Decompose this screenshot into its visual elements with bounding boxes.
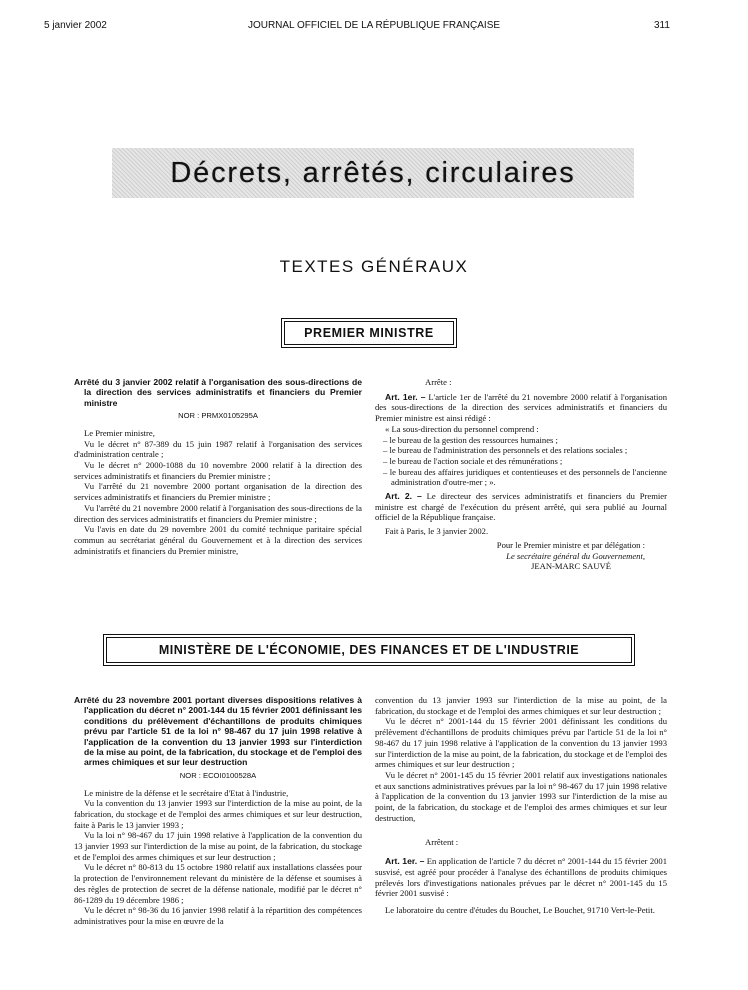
decree1-delegation: Pour le Premier ministre et par délégation : [496,539,645,550]
decree2-visa: Vu le décret n° 2001-144 du 15 février 2001 définissant les conditions du prélèvement d'échantillons de produits chimiques prévu par l'article 51 de la loi n° 98-467 du 17 juin 1998 relative à l'application de la convention du 13 janvier 1993 sur l'interdiction de la mise au point, de la fabrication, du stockage et de l'emploi des armes chimiques et sur leur destruction ; [375,716,667,770]
decree2-visa: Vu le décret n° 80-813 du 15 octobre 1980 relatif aux installations classées pour la protection de l'environnement relevant du ministère de la défense et soumises à des règles de protection de secret de la défense nationale, modifié par le décret n° 86-1289 du 19 décembre 1986 ; [74,862,362,905]
decree1-visa: Vu le décret n° 87-389 du 15 juin 1987 relatif à l'organisation des services d'administration centrale ; [74,438,362,460]
decree1-visa: Le Premier ministre, [84,427,155,438]
decree2-arretent: Arrêtent : [425,837,459,848]
decree2-visa: Vu le décret n° 98-36 du 16 janvier 1998 relatif à la répartition des compétences administratives pour la mise en œuvre de la [74,905,362,926]
decree2-visa-cont: convention du 13 janvier 1993 sur l'interdiction de la mise au point, de la fabrication, du stockage et de l'emploi des armes chimiques et sur leur destruction ; [375,695,667,716]
decree2-laboratory: Le laboratoire du centre d'études du Bouchet, Le Bouchet, 91710 Vert-le-Petit. [385,904,655,915]
decree1-bullet: – le bureau de l'action sociale et des rémunérations ; [383,455,563,466]
ministry-heading-economie [103,634,635,666]
decree2-left-column [74,695,362,927]
decree1-signatory: JEAN-MARC SAUVÉ [531,561,611,572]
decree1-visa: Vu l'arrêté du 21 novembre 2000 portant organisation de la direction des services administratifs et financiers du Premier ministre ; [74,481,362,503]
decree1-left-column [74,377,362,556]
decree2-nor: NOR : ECOI0100528A [179,770,257,780]
decree2-visa: Vu la loi n° 98-467 du 17 juin 1998 relative à l'application de la convention du 13 janvier 1993 sur l'interdiction de la mise au point, de la fabrication, du stockage et de l'emploi des armes chimiques et sur leur destruction ; [74,830,362,862]
decree1-art1-label: Art. 1er. – [385,391,426,402]
section-title: TEXTES GÉNÉRAUX [279,257,469,276]
decree1-fait: Fait à Paris, le 3 janvier 2002. [385,526,489,537]
ministry-heading-premier-ministre [281,318,457,348]
decree1-quote: « La sous-direction du personnel comprend : [385,423,539,434]
decree1-signatory-role: Le secrétaire général du Gouvernement, [506,550,645,561]
rubric-banner-text: Décrets, arrêtés, circulaires [170,156,576,189]
ministry-heading-text: PREMIER MINISTRE [304,326,434,340]
decree1-art2-text: Le directeur des services administratifs et financiers du Premier ministre est chargé de l'exécution du présent arrêté, qui sera publié au Journal officiel de la République française. [375,491,667,523]
header-publication: JOURNAL OFFICIEL DE LA RÉPUBLIQUE FRANÇAISE [247,20,501,31]
decree2-visa: Le ministre de la défense et le secrétaire d'Etat à l'industrie, [84,787,289,798]
decree1-visa: Vu le décret n° 2000-1088 du 10 novembre 2000 relatif à la direction des services administratifs et financiers du Premier ministre ; [74,460,362,481]
decree1-bullet: – le bureau de la gestion des ressources humaines ; [383,434,558,445]
decree1-visa: Vu l'avis en date du 29 novembre 2001 du comité technique paritaire spécial commun au secrétariat général du Gouvernement et à la direction des services administratifs et financiers du Premier ministre, [74,524,362,556]
decree1-visa: Vu l'arrêté du 21 novembre 2000 relatif à l'organisation des sous-directions de la direction des services administratifs et financiers du Premier ministre ; [74,502,362,524]
decree2-title: Arrêté du 23 novembre 2001 portant diverses dispositions relatives à l'application du décret n° 2001-144 du 15 février 2001 définissant les conditions du prélèvement d'échantillons de produits chimiques prévu par l'article 51 de la loi n° 98-467 du 17 juin 1998 relative à l'application de la convention du 13 janvier 1993 sur l'interdiction de la mise au point, de la fabrication, du stockage et de l'emploi des armes chimiques et sur leur destruction [74,695,362,768]
decree2-right-column [375,695,667,916]
decree1-bullet: – le bureau des affaires juridiques et contentieuses et des personnels de l'ancienne administration d'outre-mer ; ». [383,466,667,488]
rubric-banner [112,148,634,198]
decree1-bullet: – le bureau de l'administration des personnels et des relations sociales ; [383,445,628,456]
decree1-arrete: Arrête : [425,377,452,387]
header-page-number: 311 [654,20,670,31]
decree1-nor: NOR : PRMX0105295A [178,411,258,421]
decree2-art1-label: Art. 1er. – [385,856,425,867]
header-date: 5 janvier 2002 [44,20,107,31]
decree2-visa: Vu la convention du 13 janvier 1993 sur l'interdiction de la mise au point, de la fabrication, du stockage et de l'emploi des armes chimiques et sur leur destruction, faite à Paris le 13 janvier 1993 ; [74,798,362,830]
ministry-heading-text: MINISTÈRE DE L'ÉCONOMIE, DES FINANCES ET DE L'INDUSTRIE [158,643,580,657]
decree2-art1-text: En application de l'article 7 du décret n° 2001-144 du 15 février 2001 susvisé, est agréé pour procéder à l'analyse des échantillons de produits chimiques prélevés lors d'investigations nationales prévues par le décret n° 2001-145 du 15 février 2001 susvisé : [375,856,668,899]
decree1-art1-text: L'article 1er de l'arrêté du 21 novembre 2000 relatif à l'organisation des sous-directions de la direction des services administratifs et financiers du Premier ministre est ainsi rédigé : [375,391,667,424]
decree1-right-column [375,377,667,572]
decree2-visa: Vu le décret n° 2001-145 du 15 février 2001 relatif aux investigations nationales et aux sanctions administratives prévues par la loi n° 98-467 du 17 juin 1998 relative à l'application de la convention du 13 janvier 1993 sur l'interdiction de la mise au point, de la fabrication, du stockage et de l'emploi des armes chimiques et sur leur destruction, [375,769,667,823]
decree1-title: Arrêté du 3 janvier 2002 relatif à l'organisation des sous-directions de la direction des services administratifs et financiers du Premier ministre [74,377,362,408]
decree1-art2-label: Art. 2. – [385,491,422,502]
